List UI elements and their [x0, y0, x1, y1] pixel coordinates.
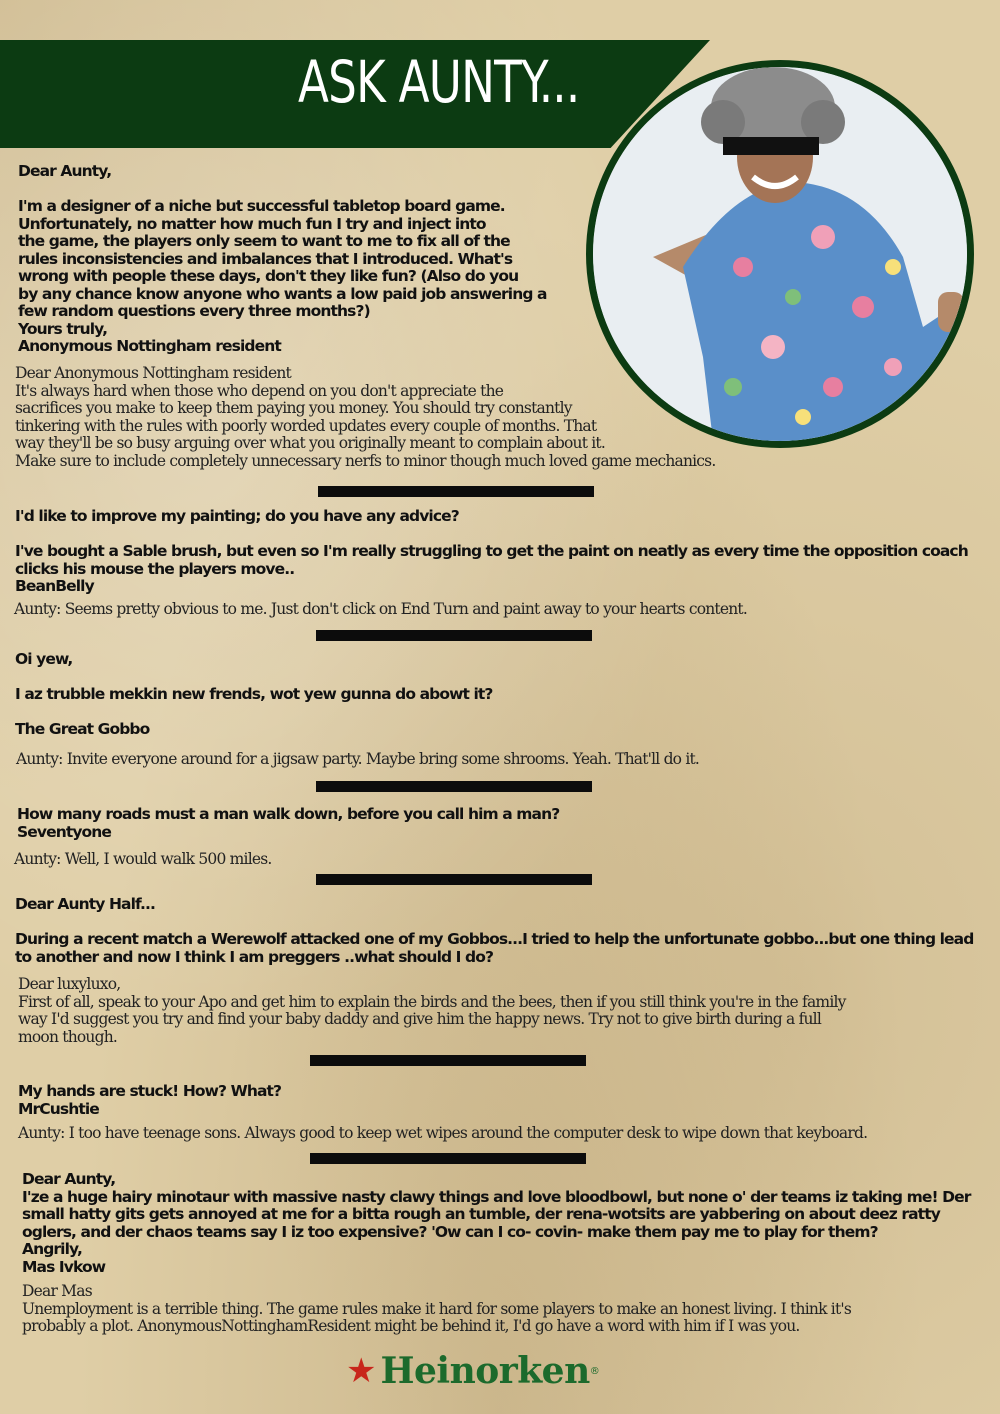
question-line: Dear Aunty, — [18, 162, 112, 180]
question-line: to another and now I think I am preggers ..what should I do? — [15, 947, 494, 966]
question-line — [15, 704, 493, 722]
letter-1-question — [18, 163, 547, 356]
answer-line: Make sure to include completely unnecessary nerfs to minor though much loved game mechanics. — [15, 451, 716, 470]
answer-line: moon though. — [18, 1027, 118, 1046]
letter-5-answer — [18, 976, 846, 1046]
question-line: clicks his mouse the players move.. — [15, 559, 295, 578]
question-line: MrCushtie — [18, 1099, 99, 1118]
question-line: Mas Ivkow — [22, 1257, 106, 1276]
answer-line: Aunty: I too have teenage sons. Always good to keep wet wipes around the computer desk to wipe down that keyboard. — [18, 1124, 868, 1142]
letter-5-question — [15, 896, 973, 966]
answer-line: way they'll be so busy arguing over what you originally meant to complain about it. — [15, 434, 605, 452]
letter-1-answer — [15, 365, 715, 470]
section-divider — [310, 1153, 586, 1164]
question-line: I'd like to improve my painting; do you have any advice? — [15, 507, 459, 525]
answer-line: tinkering with the rules with poorly worded updates every couple of months. That — [15, 416, 597, 435]
section-divider — [310, 1055, 586, 1066]
question-line: My hands are stuck! How? What? — [18, 1082, 282, 1100]
question-line: Yours truly, — [18, 319, 108, 338]
question-line: wrong with people these days, don't they like fun? (Also do you — [18, 267, 519, 285]
question-line — [18, 181, 547, 199]
letter-6-question — [18, 1083, 281, 1118]
letter-6-answer — [18, 1125, 867, 1143]
answer-line: way I'd suggest you try and find your baby daddy and give him the happy news. Try not to give birth during a full — [18, 1010, 822, 1028]
question-line: How many roads must a man walk down, before you call him a man? — [17, 805, 560, 823]
question-line: I've bought a Sable brush, but even so I'm really struggling to get the paint on neatly as every time the opposition coach — [15, 542, 968, 560]
answer-line: Unemployment is a terrible thing. The game rules make it hard for some players to make an honest living. I think it's — [22, 1299, 851, 1318]
question-line: BeanBelly — [15, 577, 94, 595]
answer-line: Dear Mas — [22, 1282, 92, 1300]
question-line: I az trubble mekkin new frends, wot yew gunna do abowt it? — [15, 685, 493, 703]
question-line: rules inconsistencies and imbalances that I introduced. What's — [18, 249, 513, 268]
letter-3-answer — [16, 751, 699, 769]
letter-3-question — [15, 651, 493, 739]
answer-line: Dear Anonymous Nottingham resident — [15, 364, 291, 382]
letter-2-answer — [14, 601, 747, 619]
answer-line: It's always hard when those who depend on you don't appreciate the — [15, 381, 504, 400]
letter-7-question — [22, 1171, 970, 1276]
letter-4-answer — [14, 851, 272, 869]
question-line — [15, 914, 973, 932]
question-line: Anonymous Nottingham resident — [18, 337, 281, 355]
answer-line: sacrifices you make to keep them paying you money. You should try constantly — [15, 399, 572, 417]
question-line: Angrily, — [22, 1240, 82, 1258]
section-divider — [318, 486, 594, 497]
page-title: ASK AUNTY... — [298, 48, 580, 116]
section-divider — [316, 781, 592, 792]
heinorken-logo — [346, 1350, 600, 1392]
question-line: by any chance know anyone who wants a low paid job answering a — [18, 284, 547, 303]
question-line: Unfortunately, no matter how much fun I try and inject into — [18, 214, 486, 233]
question-line — [15, 526, 968, 544]
answer-line: First of all, speak to your Apo and get him to explain the birds and the bees, then if you still think you're in the family — [18, 992, 846, 1011]
question-line: The Great Gobbo — [15, 720, 150, 738]
question-line — [15, 669, 493, 687]
question-line: Dear Aunty, — [22, 1170, 116, 1188]
answer-line: Aunty: Seems pretty obvious to me. Just don't click on End Turn and paint away to your hearts content. — [14, 600, 747, 618]
question-line: I'm a designer of a niche but successful tabletop board game. — [18, 197, 505, 215]
letter-2-question — [15, 508, 968, 596]
question-line: small hatty gits gets annoyed at me for a bitta rough an tumble, der rena-wotsits are yabbering on about deez ratty — [22, 1205, 940, 1223]
question-line: few random questions every three months?) — [18, 302, 370, 320]
question-line: During a recent match a Werewolf attacked one of my Gobbos...I tried to help the unfortunate gobbo...but one thing lead — [15, 930, 974, 948]
question-line: I'ze a huge hairy minotaur with massive nasty clawy things and love bloodbowl, but none o' der teams iz taking me! Der — [22, 1187, 971, 1206]
answer-line: Dear luxyluxo, — [18, 975, 121, 993]
brand-name: Heinorken — [380, 1350, 590, 1392]
letter-4-question — [17, 806, 559, 841]
section-divider — [316, 874, 592, 885]
answer-line: Aunty: Invite everyone around for a jigsaw party. Maybe bring some shrooms. Yeah. That'll do it. — [16, 750, 700, 768]
red-star-icon: ★ — [346, 1351, 377, 1391]
question-line: Dear Aunty Half... — [15, 895, 155, 913]
question-line: Oi yew, — [15, 650, 73, 668]
answer-line: probably a plot. AnonymousNottinghamResident might be behind it, I'd go have a word with him if I was you. — [22, 1317, 800, 1335]
registered-mark: ® — [589, 1365, 600, 1377]
answer-line: Aunty: Well, I would walk 500 miles. — [14, 850, 272, 868]
question-line: oglers, and der chaos teams say I iz too expensive? 'Ow can I co- covin- make them pay me to play for them? — [22, 1222, 878, 1241]
section-divider — [316, 630, 592, 641]
letter-7-answer — [22, 1283, 851, 1336]
question-line: the game, the players only seem to want to me to fix all of the — [18, 232, 510, 250]
question-line: Seventyone — [17, 822, 112, 841]
